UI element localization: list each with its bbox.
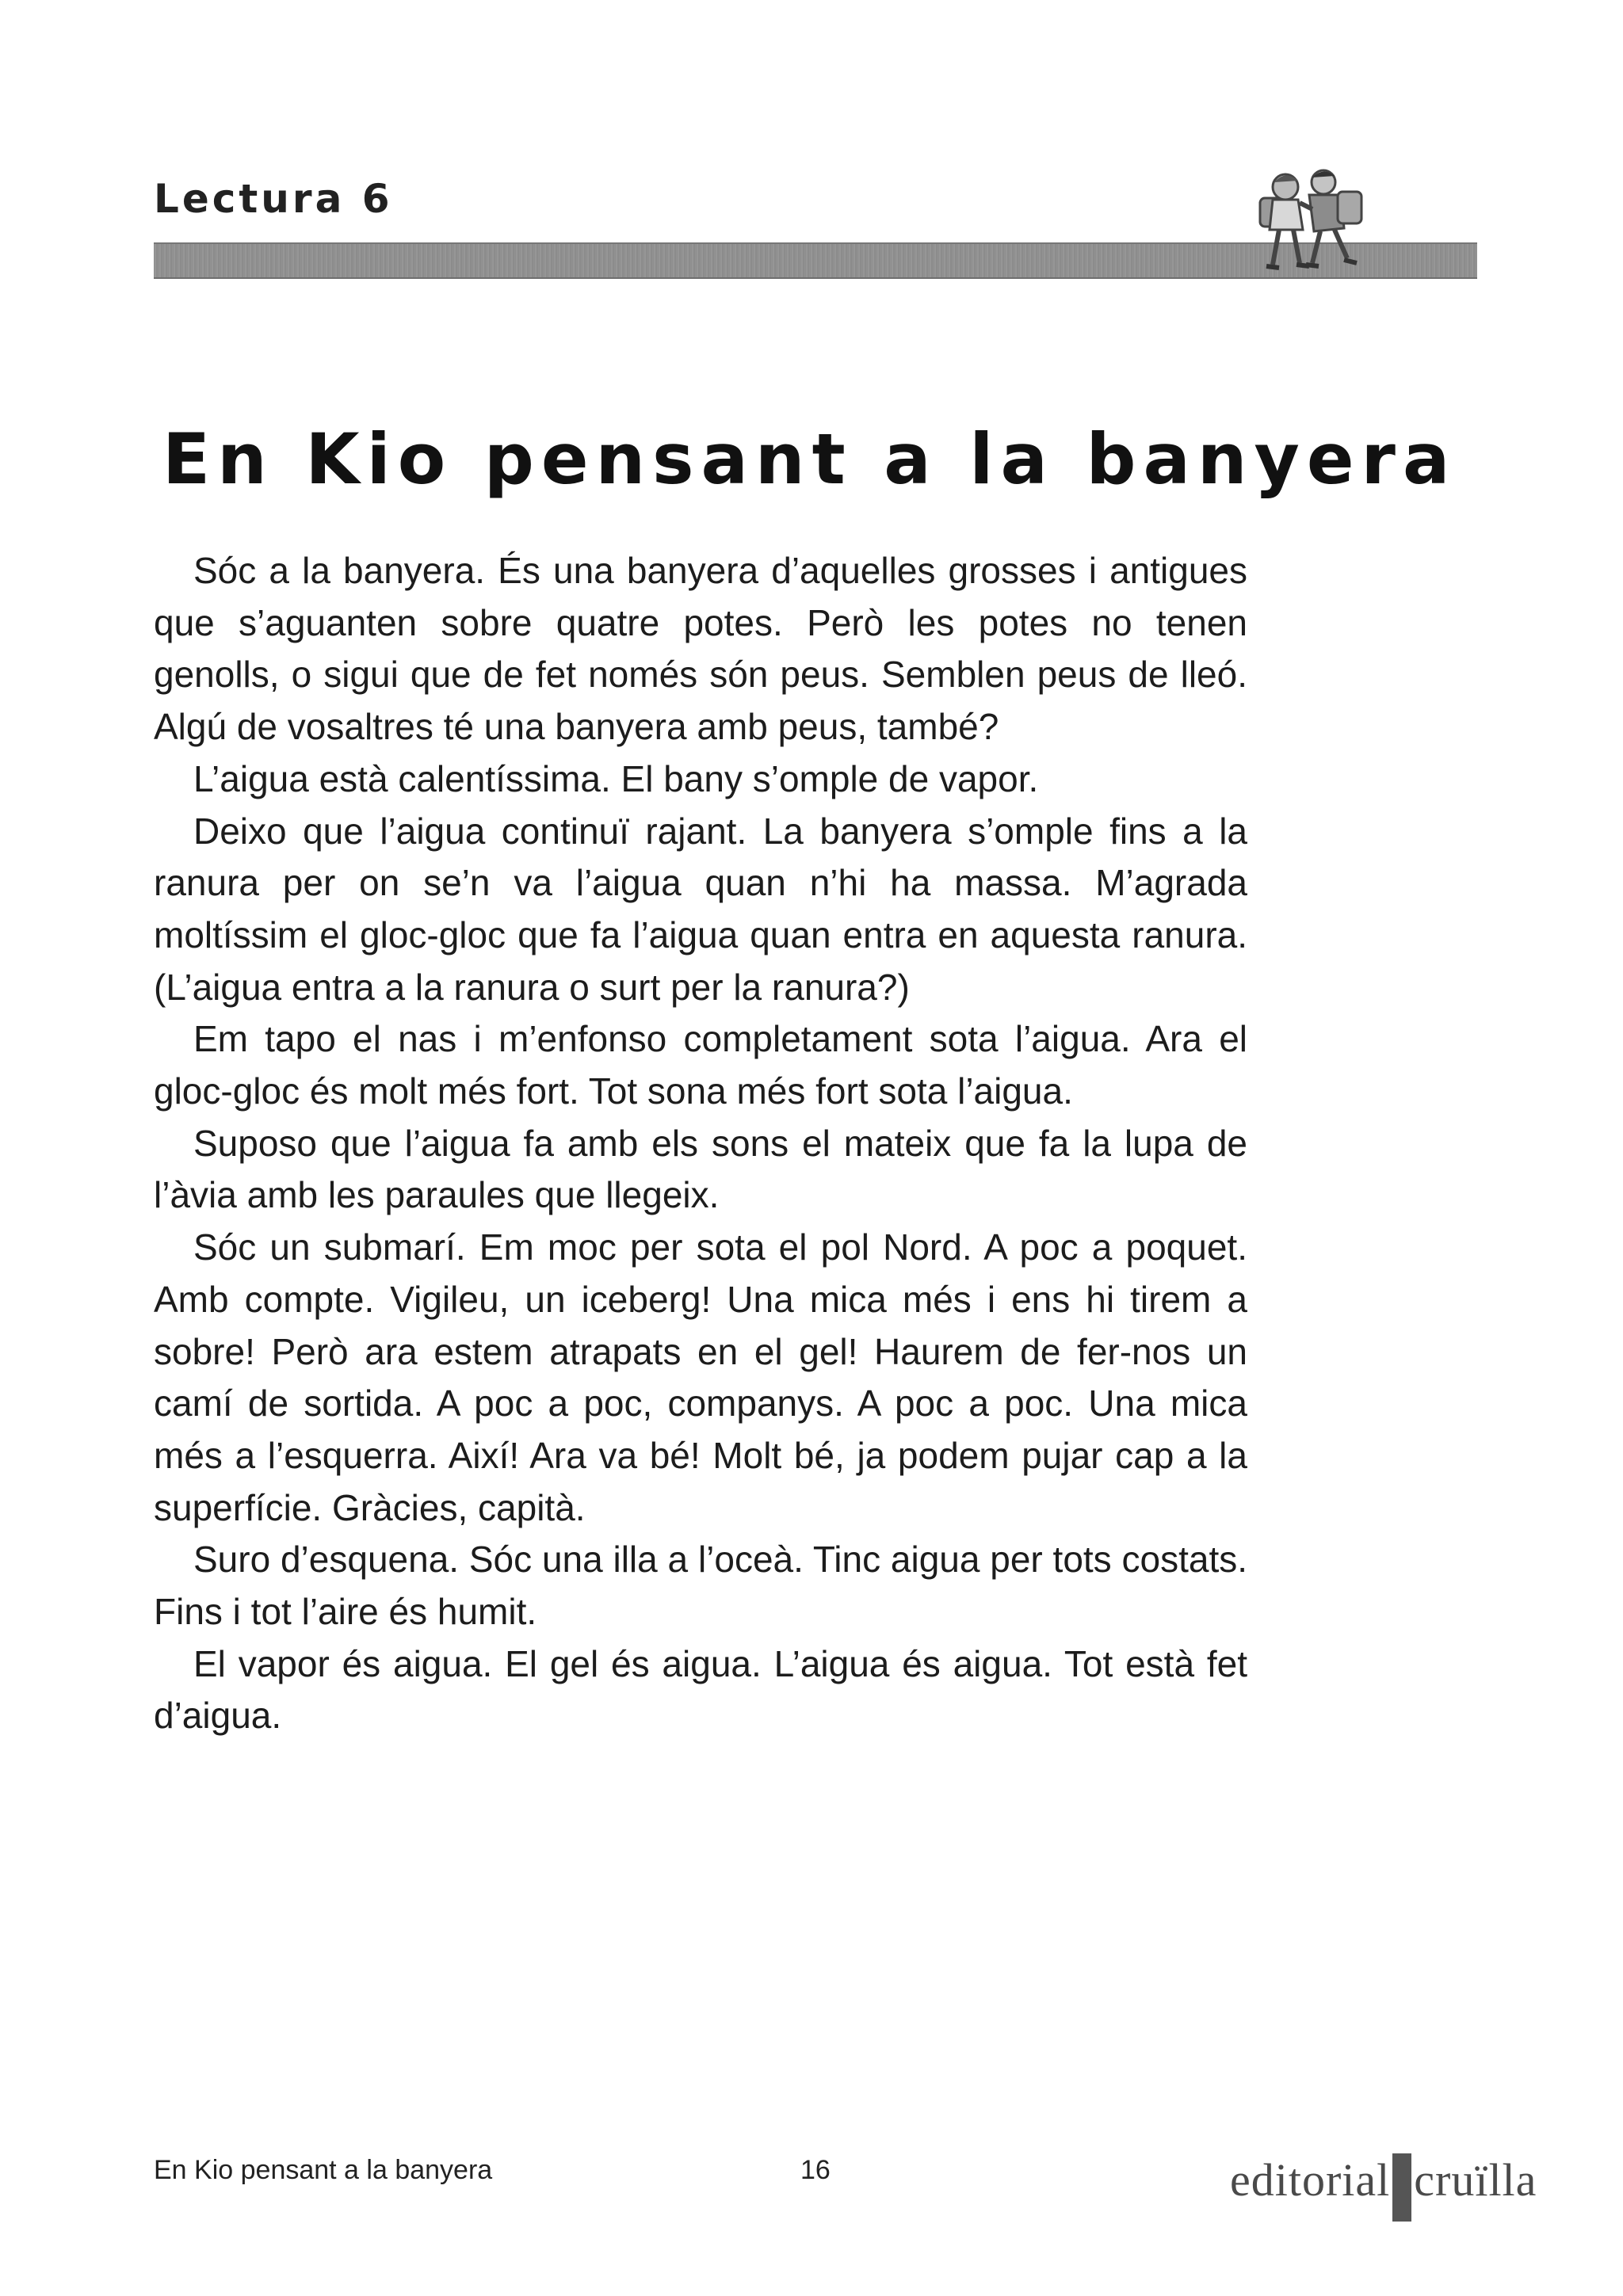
page-title: En Kio pensant a la banyera [162, 418, 1457, 500]
paragraph: Sóc a la banyera. És una banyera d’aquelles grosses i antigues que s’aguanten sobre quatre potes. Però les potes no tenen genolls, o sigui que de fet només són peus. Semblen peus de lleó. Algú de vosaltres té una banyera amb peus, també? [154, 550, 1247, 748]
paragraph: Sóc un submarí. Em moc per sota el pol Nord. A poc a poquet. Amb compte. Vigileu, un iceberg! Una mica més i ens hi tirem a sobre! Però ara estem atrapats en el gel! Haurem de fer-nos un camí de sortida. A poc a poc, companys. A poc a poc. Una mica més a l’esquerra. Així! Ara va bé! Molt bé, ja podem pujar cap a la superfície. Gràcies, capità. [154, 1226, 1247, 1528]
publisher-logo [1230, 2145, 1537, 2214]
children-illustration [1236, 165, 1371, 284]
paragraph: Em tapo el nas i m’enfonso completament sota l’aigua. Ara el gloc-gloc és molt més fort. Tot sona més fort sota l’aigua. [154, 1018, 1247, 1112]
paragraph: Deixo que l’aigua continuï rajant. La banyera s’omple fins a la ranura per on se’n va l’aigua quan n’hi ha massa. M’agrada moltíssim el gloc-gloc que fa l’aigua quan entra en aquesta ranura. (L’aigua entra a la ranura o surt per la ranura?) [154, 810, 1247, 1008]
publisher-mark-icon [1392, 2153, 1411, 2222]
footer-title: En Kio pensant a la banyera [154, 2155, 493, 2185]
paragraph: Suro d’esquena. Sóc una illa a l’oceà. Tinc aigua per tots costats. Fins i tot l’aire és humit. [154, 1539, 1247, 1633]
section-label: Lectura 6 [154, 176, 393, 222]
paragraph: Suposo que l’aigua fa amb els sons el mateix que fa la lupa de l’àvia amb les paraules que llegeix. [154, 1122, 1247, 1216]
page-number: 16 [800, 2155, 831, 2185]
publisher-name-left: editorial [1230, 2153, 1391, 2206]
paragraph: L’aigua està calentíssima. El bany s’omple de vapor. [193, 757, 1039, 799]
paragraph: El vapor és aigua. El gel és aigua. L’aigua és aigua. Tot està fet d’aigua. [154, 1642, 1247, 1737]
publisher-name-right: cruïlla [1414, 2153, 1537, 2206]
reading-text [154, 545, 1247, 1742]
